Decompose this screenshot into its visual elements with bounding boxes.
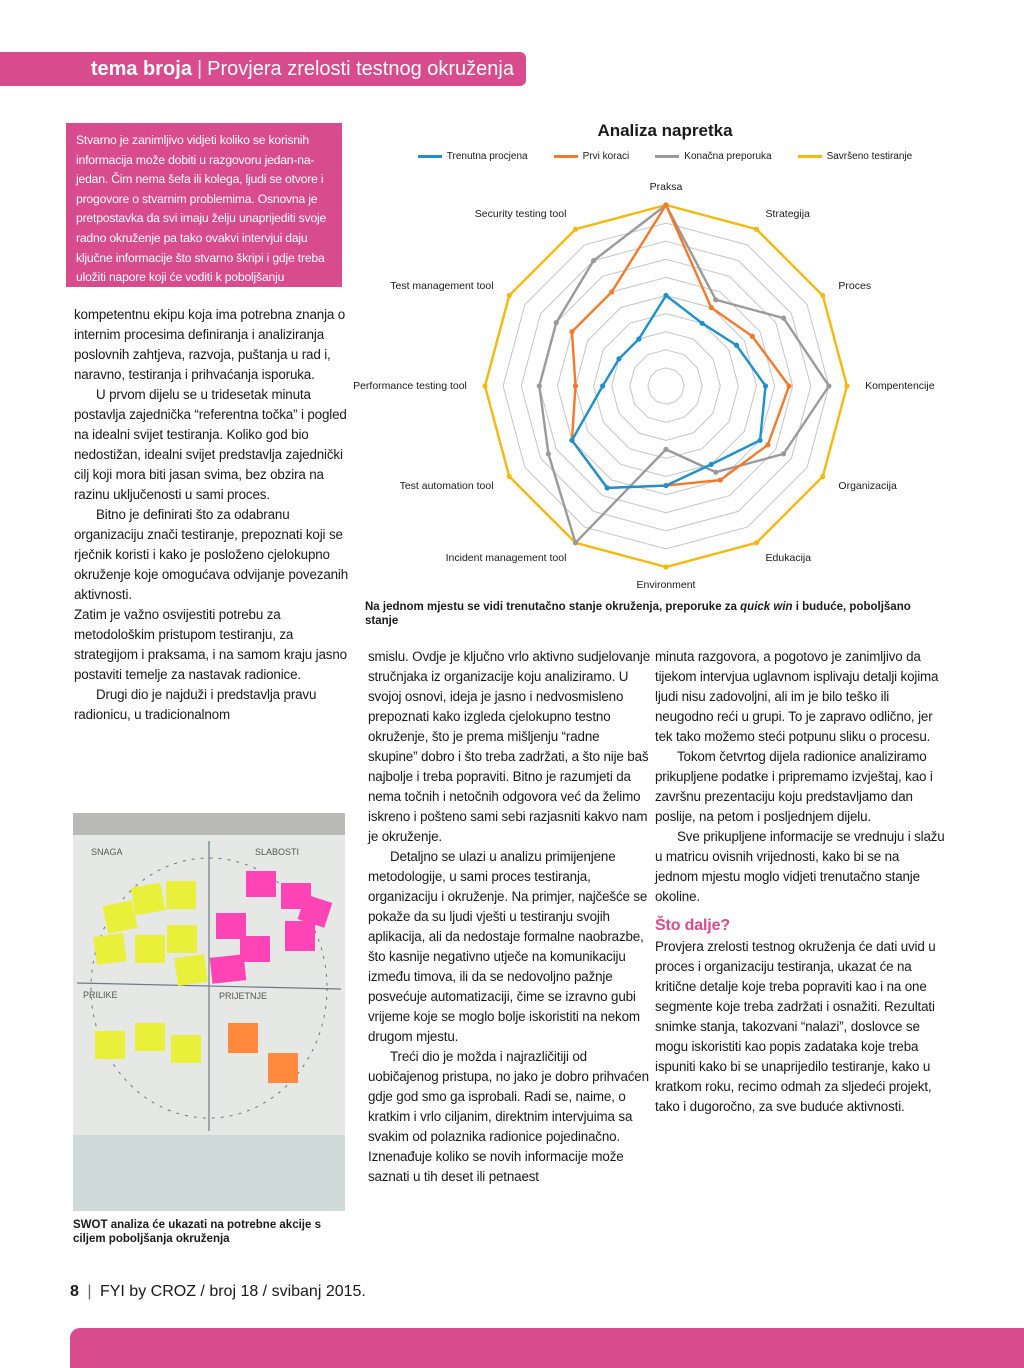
page-footer (70, 1283, 366, 1301)
body-column-2 (368, 647, 652, 1187)
paragraph: Provjera zrelosti testnog okruženja će dati uvid u proces i organizaciju testiranja, ukazat će na kritične detalje koje treba popraviti kao i na one segmente koje treba zadržati i osnažiti. Rezultati snimke stanja, takozvani “nalazi”, doslovce se mogu iskoristiti kao popis zadataka koje treba ispuniti kako bi se unaprijedilo testiranje, kako u kratkom roku, recimo odmah za sljedeći projekt, tako i dugoročno, za sve buduće aktivnosti. (655, 939, 936, 1114)
paragraph: Bitno je definirati što za odabranu organizaciju znači testiranje, prepoznati koji se rječnik koristi i kako je posloženo cjelokupno okruženje koje omogućava odvijanje povezanih aktivnosti. (74, 507, 349, 602)
paragraph: Detaljno se ulazi u analizu primijenjene metodologije, u sami proces testiranja, organizaciju i okruženje. Na primjer, najčešće se pokaže da su ljudi vješti u testiranju svojih aplikacija, ali da nedostaje formalne naobrazbe, što kasnije negativno utječe na komunikaciju između timova, ili da se nedovoljno pažnje posvećuje automatizaciji, čime se izravno gubi vrijeme koje se moglo bolje iskoristiti na nekom drugom mjestu. (368, 849, 648, 1044)
axis-label: Test automation tool (399, 479, 494, 492)
body-column-3 (655, 647, 945, 1117)
body-column-1 (74, 305, 356, 725)
paragraph: smislu. Ovdje je ključno vrlo aktivno sudjelovanje stručnjaka iz organizacije koju analiziramo. U svojoj osnovi, ideja je jasno i nedvosmisleno prepoznati kako izgleda cjelokupno testno okruženje, što je prema mišljenju “radne skupine” dobro i što treba zadržati, a što nije baš najbolje i treba popraviti. Bitno je razumjeti da nema točnih i netočnih odgovora već da želimo iskreno i pošteno sami sebi razjasniti kakvo nam je okruženje. (368, 649, 651, 844)
publication-info: FYI by CROZ / broj 18 / svibanj 2015. (99, 1283, 366, 1300)
legend-label: Savršeno testiranje (826, 151, 913, 162)
legend-label: Prvi koraci (582, 151, 630, 162)
caption-text: i buduće, poboljšano stanje (365, 601, 911, 627)
axis-label: Incident management tool (445, 552, 567, 565)
swot-whiteboard-image (73, 813, 345, 1211)
paragraph: minuta razgovora, a pogotovo je zanimljivo da tijekom intervjua uglavnom isplivaju detalji kojima ljudi nisu zadovoljni, ali im je bilo teško ili neugodno reći u grupi. To je zapravo odlično, jer tek tako možemo steći potpunu sliku o procesu. (655, 649, 939, 744)
paragraph: Sve prikupljene informacije se vrednuju i slažu u matricu ovisnih vrijednosti, kako bi se na jednom mjestu moglo vidjeti trenutačno stanje okoline. (655, 829, 945, 904)
axis-label: Edukacija (765, 552, 812, 565)
axis-label: Test management tool (390, 280, 494, 293)
axis-label: Strategija (765, 207, 810, 220)
header-separator: | (196, 57, 203, 80)
paragraph: Zatim je važno osvijestiti potrebu za metodološkim pristupom testiranju, za strategijom i praksama, i na samom kraju jasno postaviti temelje za nastavak radionice. (74, 607, 347, 682)
section-label: tema broja (90, 57, 192, 80)
svg-text:PRIJETNJE: PRIJETNJE (219, 991, 268, 1001)
axis-label: Organizacija (838, 479, 897, 492)
section-header-bar (0, 52, 526, 86)
article-title: Provjera zrelosti testnog okruženja (207, 57, 514, 80)
swot-photo (73, 813, 345, 1211)
footer-separator: | (87, 1283, 92, 1300)
paragraph: Drugi dio je najduži i predstavlja pravu radionicu, u tradicionalnom (74, 687, 317, 722)
legend-label: Konačna preporuka (684, 151, 772, 162)
svg-text:SNAGA: SNAGA (91, 847, 123, 857)
axis-label: Security testing tool (474, 207, 567, 220)
axis-label: Performance testing tool (353, 380, 467, 392)
radar-chart (353, 115, 965, 595)
caption-italic: quick win (740, 601, 793, 613)
svg-text:SLABOSTI: SLABOSTI (255, 847, 300, 857)
axis-label: Kompentencije (865, 380, 935, 392)
page-number: 8 (70, 1283, 79, 1300)
paragraph: U prvom dijelu se u tridesetak minuta postavlja zajednička “referentna točka” i pogled na idealni svijet testiranja. Koliko god bio nedostižan, idealni svijet predstavlja zajednički cilj koji mora biti jasan svima, bez obzira na razinu uključenosti u sami proces. (74, 387, 347, 502)
axis-label: Environment (636, 579, 696, 592)
chart-caption (365, 600, 925, 628)
paragraph: kompetentnu ekipu koja ima potrebna znanja o internim procesima definiranja i analiziranja poslovnih zahtjeva, razvoja, puštanja u rad i, naravno, testiranja i prihvaćanja isporuka. (74, 307, 346, 382)
caption-text: Na jednom mjestu se vidi trenutačno stanje okruženja, preporuke za (365, 601, 741, 613)
paragraph: Treći dio je možda i najrazličitiji od uobičajenog pristupa, no jako je dobro prihvaćen gdje god smo ga isprobali. Radi se, naime, o kratkim i vrlo ciljanim, direktnim intervjuima sa svakim od polaznika radionice pojedinačno. Iznenađuje koliko se novih informacije može saznati u tih deset ili petnaest (368, 1049, 649, 1184)
footer-accent-bar (70, 1328, 1024, 1368)
chart-title: Analiza napretka (597, 121, 733, 140)
photo-caption: SWOT analiza će ukazati na potrebne akcije s ciljem poboljšanja okruženja (73, 1219, 321, 1245)
axis-label: Praksa (649, 180, 683, 193)
axis-label: Proces (838, 280, 872, 293)
legend-label: Trenutna procjena (446, 151, 528, 162)
subheading: Što dalje? (655, 917, 730, 934)
pull-quote: Stvarno je zanimljivo vidjeti koliko se korisnih informacija može dobiti u razgovoru jedan-na-jedan. Čim nema šefa ili kolega, ljudi se otvore i progovore o stvarnim problemima. Osnovna je pretpostavka da svi imaju želju unaprijediti svoje radno okruženje pa tako ovakvi intervjui daju ključne informacije što stvarno škripi i gdje treba uložiti napore koji će voditi k poboljšanju procesa. (66, 123, 342, 287)
svg-text:PRILIKE: PRILIKE (83, 990, 118, 1000)
paragraph: Tokom četvrtog dijela radionice analiziramo prikupljene podatke i pripremamo izvještaj, kao i završnu prezentaciju koju predstavljamo dan poslije, na petom i posljednjem dijelu. (655, 749, 933, 824)
